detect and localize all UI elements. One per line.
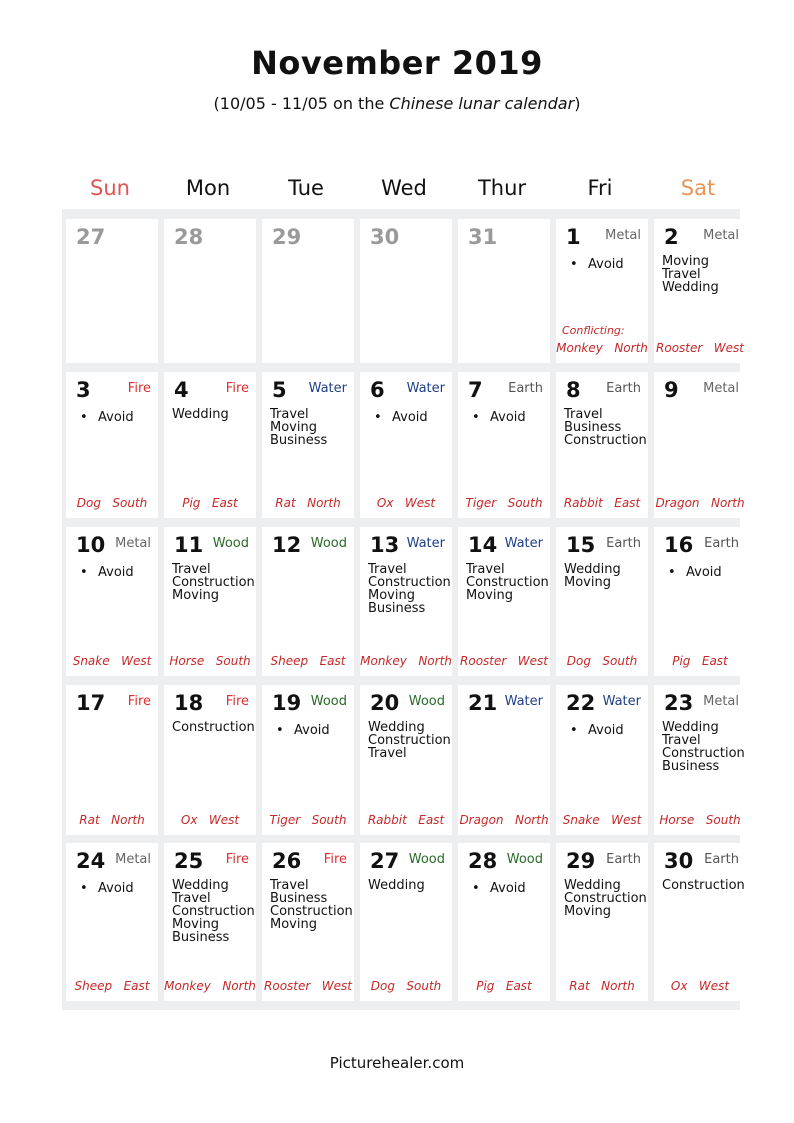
day-number: 31 [468, 225, 498, 249]
day-number: 13 [370, 533, 400, 557]
activity-list [662, 879, 745, 892]
weekday-thur: Thur [477, 176, 527, 200]
conflict-animal: Ox [180, 813, 198, 827]
conflict-info [654, 813, 746, 827]
activity-list [564, 408, 647, 447]
conflict-direction: West [121, 654, 152, 668]
bullet: • [472, 410, 480, 425]
conflict-direction: West [698, 979, 730, 993]
avoid-label: Avoid [294, 723, 330, 738]
activity-list [368, 879, 425, 892]
day-number: 9 [664, 378, 679, 402]
avoid-item [472, 881, 526, 896]
avoid-item [570, 257, 624, 272]
conflict-direction: North [614, 341, 648, 355]
activity-item: Travel [662, 267, 701, 282]
conflict-direction: South [215, 654, 251, 668]
day-element: Fire [127, 381, 151, 396]
activity-item: Construction [172, 575, 255, 590]
day-cell [360, 685, 452, 835]
day-cell [66, 219, 158, 363]
day-element: Wood [506, 852, 543, 867]
day-element: Fire [127, 694, 151, 709]
page-title: November 2019 [251, 44, 543, 82]
day-cell [360, 219, 452, 363]
day-cell [66, 685, 158, 835]
conflict-animal: Tiger [465, 496, 497, 510]
conflict-info [556, 496, 648, 510]
avoid-item [80, 881, 134, 896]
conflict-info [262, 813, 354, 827]
activity-item: Moving [172, 917, 219, 932]
conflict-info [262, 496, 354, 510]
conflict-info [66, 813, 158, 827]
day-element: Water [504, 536, 543, 551]
conflict-animal: Rabbit [563, 496, 603, 510]
conflict-animal: Snake [562, 813, 600, 827]
activity-item: Construction [368, 733, 451, 748]
activity-item: Moving [564, 904, 611, 919]
activity-list [172, 721, 255, 734]
day-cell [458, 843, 550, 1001]
day-number: 25 [174, 849, 204, 873]
conflict-animal: Dog [370, 979, 395, 993]
conflict-direction: South [602, 654, 638, 668]
activity-item: Travel [172, 562, 211, 577]
avoid-item [80, 565, 134, 580]
weekday-fri: Fri [587, 176, 613, 200]
activity-item: Business [172, 930, 230, 945]
conflict-direction: West [713, 341, 744, 355]
conflict-info [262, 979, 354, 993]
day-cell [164, 219, 256, 363]
conflict-direction: West [517, 654, 548, 668]
day-number: 28 [468, 849, 498, 873]
activity-item: Business [564, 420, 622, 435]
conflict-info [458, 979, 550, 993]
conflict-animal: Rooster [460, 654, 507, 668]
day-element: Wood [212, 536, 249, 551]
activity-item: Wedding [172, 878, 229, 893]
conflict-direction: West [321, 979, 352, 993]
activity-item: Moving [466, 588, 513, 603]
day-number: 30 [664, 849, 694, 873]
activity-item: Travel [270, 878, 309, 893]
weekday-wed: Wed [381, 176, 427, 200]
activity-item: Wedding [368, 878, 425, 893]
conflict-direction: South [311, 813, 347, 827]
conflict-animal: Dog [566, 654, 591, 668]
avoid-item [276, 723, 330, 738]
activity-item: Construction [172, 720, 255, 735]
activity-item: Moving [662, 254, 709, 269]
avoid-label: Avoid [490, 410, 526, 425]
day-element: Water [504, 694, 543, 709]
bullet: • [472, 881, 480, 896]
day-number: 18 [174, 691, 204, 715]
conflict-info [164, 654, 256, 668]
day-cell [458, 685, 550, 835]
activity-item: Travel [172, 891, 211, 906]
day-cell [164, 685, 256, 835]
avoid-item [80, 410, 134, 425]
conflict-animal: Sheep [270, 654, 309, 668]
conflicting-label: Conflicting: [562, 324, 625, 337]
day-number: 20 [370, 691, 400, 715]
conflict-animal: Rat [569, 979, 590, 993]
weekday-sun: Sun [90, 176, 130, 200]
activity-item: Construction [172, 904, 255, 919]
activity-item: Wedding [172, 407, 229, 422]
bullet: • [374, 410, 382, 425]
conflict-direction: North [418, 654, 452, 668]
day-element: Wood [310, 536, 347, 551]
conflict-info [360, 979, 452, 993]
conflict-animal: Pig [476, 979, 495, 993]
day-element: Metal [605, 228, 641, 243]
activity-list [368, 721, 451, 760]
conflict-direction: North [601, 979, 635, 993]
page-subtitle [0, 94, 794, 113]
bullet: • [80, 881, 88, 896]
conflict-animal: Monkey [360, 654, 407, 668]
day-number: 28 [174, 225, 204, 249]
activity-item: Wedding [662, 280, 719, 295]
day-cell [66, 843, 158, 1001]
conflict-info [556, 654, 648, 668]
activity-list [662, 721, 745, 773]
day-element: Earth [606, 536, 641, 551]
day-element: Water [406, 381, 445, 396]
avoid-label: Avoid [98, 565, 134, 580]
conflict-direction: South [507, 496, 543, 510]
activity-list [270, 879, 353, 931]
bullet: • [570, 723, 578, 738]
day-element: Metal [703, 694, 739, 709]
day-number: 3 [76, 378, 91, 402]
conflict-animal: Horse [169, 654, 205, 668]
conflict-info [654, 979, 746, 993]
conflict-info [556, 813, 648, 827]
day-cell [360, 527, 452, 676]
conflict-direction: East [505, 979, 532, 993]
day-element: Metal [703, 381, 739, 396]
activity-list [270, 408, 327, 447]
conflict-info [164, 496, 256, 510]
day-element: Wood [408, 852, 445, 867]
day-cell [262, 372, 354, 518]
day-cell [360, 372, 452, 518]
activity-list [564, 563, 621, 589]
activity-list [466, 563, 549, 602]
avoid-item [472, 410, 526, 425]
day-number: 15 [566, 533, 596, 557]
conflict-direction: South [112, 496, 148, 510]
conflict-animal: Rooster [264, 979, 311, 993]
day-element: Water [308, 381, 347, 396]
day-number: 19 [272, 691, 302, 715]
avoid-label: Avoid [588, 257, 624, 272]
activity-item: Construction [564, 891, 647, 906]
activity-item: Moving [270, 420, 317, 435]
day-cell [164, 527, 256, 676]
day-number: 14 [468, 533, 498, 557]
activity-list [662, 255, 719, 294]
activity-item: Construction [662, 878, 745, 893]
day-number: 12 [272, 533, 302, 557]
day-element: Metal [703, 228, 739, 243]
day-number: 22 [566, 691, 596, 715]
avoid-item [570, 723, 624, 738]
conflict-info [654, 654, 746, 668]
conflict-direction: East [123, 979, 150, 993]
conflict-animal: Ox [376, 496, 394, 510]
day-element: Earth [606, 381, 641, 396]
conflict-animal: Pig [182, 496, 201, 510]
day-number: 24 [76, 849, 106, 873]
day-element: Earth [704, 852, 739, 867]
activity-item: Travel [368, 562, 407, 577]
day-number: 29 [272, 225, 302, 249]
conflict-info [360, 496, 452, 510]
footer-site: Picturehealer.com [329, 1054, 465, 1072]
day-number: 4 [174, 378, 189, 402]
day-element: Fire [323, 852, 347, 867]
conflict-direction: North [111, 813, 145, 827]
day-element: Earth [704, 536, 739, 551]
conflict-direction: North [222, 979, 256, 993]
day-cell [164, 843, 256, 1001]
day-number: 16 [664, 533, 694, 557]
activity-item: Travel [662, 733, 701, 748]
activity-item: Moving [172, 588, 219, 603]
weekday-tue: Tue [288, 176, 324, 200]
avoid-label: Avoid [392, 410, 428, 425]
conflict-direction: East [614, 496, 641, 510]
weekday-header [62, 176, 742, 206]
conflict-animal: Monkey [556, 341, 603, 355]
activity-list [172, 408, 229, 421]
activity-item: Travel [564, 407, 603, 422]
day-number: 6 [370, 378, 385, 402]
conflict-animal: Rat [275, 496, 296, 510]
activity-item: Wedding [564, 562, 621, 577]
conflict-info [458, 654, 550, 668]
conflict-direction: North [710, 496, 745, 510]
day-cell [556, 843, 648, 1001]
avoid-label: Avoid [490, 881, 526, 896]
avoid-label: Avoid [686, 565, 722, 580]
day-cell [458, 527, 550, 676]
activity-item: Construction [564, 433, 647, 448]
day-cell [654, 843, 746, 1001]
day-number: 1 [566, 225, 581, 249]
day-number: 27 [370, 849, 400, 873]
conflict-info [556, 979, 648, 993]
day-element: Metal [115, 536, 151, 551]
conflict-info [654, 341, 746, 355]
day-element: Fire [225, 381, 249, 396]
conflict-info [66, 496, 158, 510]
conflict-direction: East [211, 496, 238, 510]
day-cell [66, 372, 158, 518]
conflict-info [164, 979, 256, 993]
conflict-animal: Pig [672, 654, 691, 668]
day-number: 29 [566, 849, 596, 873]
conflict-animal: Tiger [269, 813, 301, 827]
day-element: Wood [310, 694, 347, 709]
avoid-label: Avoid [98, 410, 134, 425]
conflict-direction: West [611, 813, 642, 827]
avoid-item [374, 410, 428, 425]
subtitle-italic: Chinese lunar calendar [389, 94, 575, 113]
conflict-info [66, 979, 158, 993]
activity-item: Wedding [564, 878, 621, 893]
day-element: Water [602, 694, 641, 709]
conflict-animal: Ox [670, 979, 688, 993]
conflict-info [654, 496, 746, 510]
day-cell [458, 219, 550, 363]
conflict-animal: Dragon [655, 496, 700, 510]
day-cell [360, 843, 452, 1001]
activity-list [368, 563, 451, 615]
day-cell [262, 527, 354, 676]
day-number: 21 [468, 691, 498, 715]
conflict-direction: East [701, 654, 728, 668]
day-number: 11 [174, 533, 204, 557]
day-cell [262, 685, 354, 835]
activity-item: Construction [662, 746, 745, 761]
conflict-info [66, 654, 158, 668]
activity-item: Travel [466, 562, 505, 577]
conflict-direction: South [406, 979, 442, 993]
day-cell [164, 372, 256, 518]
activity-item: Moving [270, 917, 317, 932]
activity-item: Moving [368, 588, 415, 603]
subtitle-suffix: ) [574, 94, 581, 113]
conflict-animal: Dog [76, 496, 101, 510]
day-cell [66, 527, 158, 676]
day-number: 27 [76, 225, 106, 249]
day-number: 17 [76, 691, 106, 715]
activity-item: Wedding [662, 720, 719, 735]
bullet: • [668, 565, 676, 580]
activity-item: Travel [270, 407, 309, 422]
conflict-animal: Rabbit [367, 813, 407, 827]
day-number: 5 [272, 378, 287, 402]
conflict-info [360, 654, 452, 668]
bullet: • [80, 565, 88, 580]
day-element: Earth [508, 381, 543, 396]
day-cell [262, 219, 354, 363]
conflict-direction: South [705, 813, 741, 827]
conflict-direction: North [307, 496, 341, 510]
day-cell [556, 219, 648, 363]
conflict-info [458, 496, 550, 510]
conflict-info [556, 341, 648, 355]
activity-item: Business [662, 759, 720, 774]
activity-item: Construction [368, 575, 451, 590]
day-cell [654, 372, 746, 518]
activity-item: Construction [466, 575, 549, 590]
bullet: • [570, 257, 578, 272]
day-cell [556, 685, 648, 835]
day-cell [556, 527, 648, 676]
conflict-animal: Monkey [164, 979, 211, 993]
day-cell [262, 843, 354, 1001]
bullet: • [276, 723, 284, 738]
day-element: Fire [225, 852, 249, 867]
conflict-info [164, 813, 256, 827]
day-element: Metal [115, 852, 151, 867]
conflict-direction: West [208, 813, 240, 827]
conflict-animal: Horse [659, 813, 695, 827]
activity-item: Construction [270, 904, 353, 919]
activity-list [172, 879, 255, 944]
conflict-direction: East [319, 654, 346, 668]
day-cell [556, 372, 648, 518]
activity-item: Business [270, 891, 328, 906]
day-element: Earth [606, 852, 641, 867]
day-number: 2 [664, 225, 679, 249]
weekday-mon: Mon [185, 176, 231, 200]
avoid-label: Avoid [98, 881, 134, 896]
avoid-label: Avoid [588, 723, 624, 738]
conflict-animal: Dragon [459, 813, 504, 827]
day-cell [458, 372, 550, 518]
conflict-animal: Snake [72, 654, 110, 668]
avoid-item [668, 565, 722, 580]
day-element: Fire [225, 694, 249, 709]
activity-list [564, 879, 647, 918]
day-cell [654, 527, 746, 676]
activity-item: Moving [564, 575, 611, 590]
day-element: Water [406, 536, 445, 551]
conflict-animal: Sheep [74, 979, 113, 993]
activity-item: Business [368, 601, 426, 616]
conflict-info [262, 654, 354, 668]
day-number: 23 [664, 691, 694, 715]
day-number: 8 [566, 378, 581, 402]
conflict-animal: Rooster [656, 341, 703, 355]
day-number: 30 [370, 225, 400, 249]
conflict-direction: East [418, 813, 445, 827]
day-cell [654, 685, 746, 835]
bullet: • [80, 410, 88, 425]
conflict-info [360, 813, 452, 827]
subtitle-prefix: (10/05 - 11/05 on the [213, 94, 390, 113]
activity-item: Business [270, 433, 328, 448]
day-element: Wood [408, 694, 445, 709]
activity-item: Wedding [368, 720, 425, 735]
day-number: 26 [272, 849, 302, 873]
conflict-direction: North [514, 813, 549, 827]
conflict-animal: Rat [79, 813, 100, 827]
activity-list [172, 563, 255, 602]
conflict-direction: West [404, 496, 436, 510]
weekday-sat: Sat [680, 176, 716, 200]
activity-item: Travel [368, 746, 407, 761]
day-cell [654, 219, 746, 363]
day-number: 10 [76, 533, 106, 557]
conflict-info [458, 813, 550, 827]
day-number: 7 [468, 378, 483, 402]
